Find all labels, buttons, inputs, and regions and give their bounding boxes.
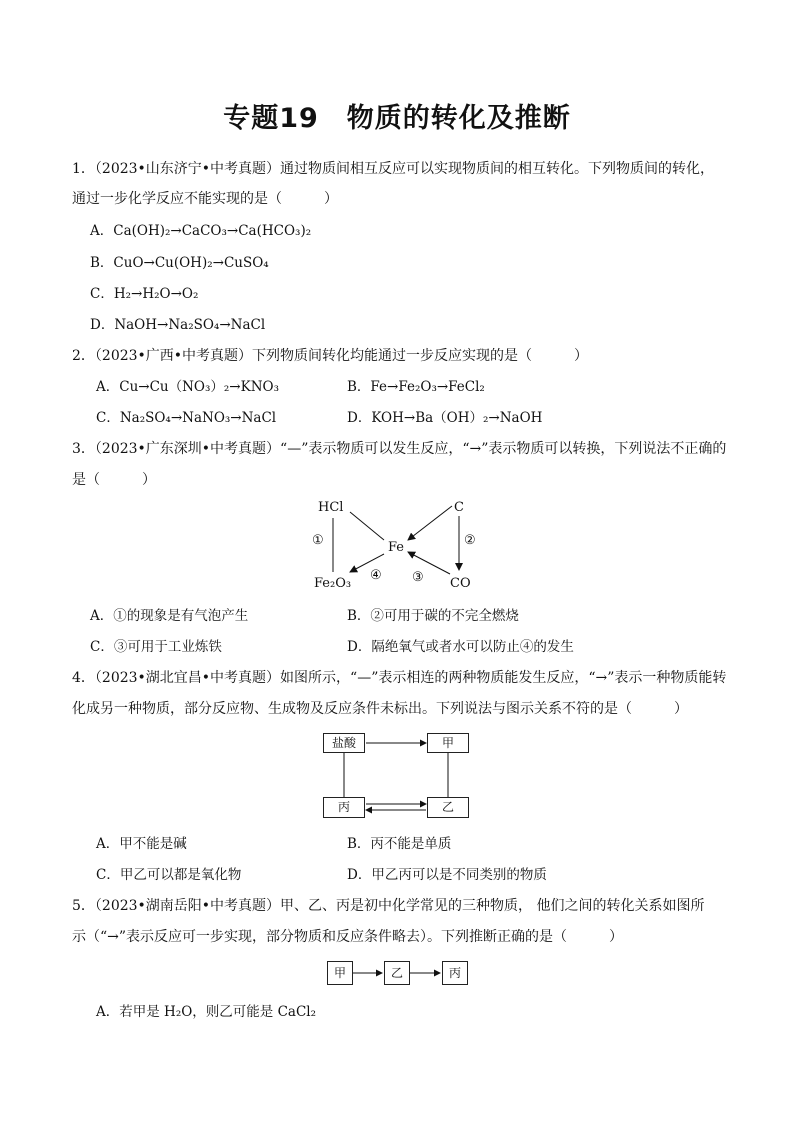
box-yi: 乙 [384, 961, 410, 985]
q5-diagram [326, 959, 470, 987]
q4-option-d[interactable]: D．甲乙丙可以是不同类别的物质 [347, 867, 547, 883]
q4-option-b[interactable]: B．丙不能是单质 [347, 836, 452, 852]
node-hcl: HCl [318, 500, 344, 515]
line-hcl-fe [350, 512, 384, 540]
q2-stem: 2．（2023•广西•中考真题）下列物质间转化均能通过一步反应实现的是（ ） [72, 348, 589, 364]
label-1: ① [312, 533, 324, 548]
box-yi: 乙 [427, 797, 469, 818]
q5-stem: 5．（2023•湖南岳阳•中考真题）甲、乙、丙是初中化学常见的三种物质， 他们之间的转化关系如图所 [72, 898, 705, 914]
q1-stem-cont: 通过一步化学反应不能实现的是（ ） [72, 191, 338, 207]
q3-option-d[interactable]: D．隔绝氧气或者水可以防止④的发生 [347, 639, 574, 655]
q3-stem-cont: 是（ ） [72, 472, 156, 488]
node-fe2o3: Fe₂O₃ [314, 576, 352, 591]
label-4: ④ [370, 568, 382, 583]
q3-stem: 3．（2023•广东深圳•中考真题）“—”表示物质可以发生反应，“→”表示物质可以转换，下列说法不正确的 [72, 441, 727, 457]
q1-stem: 1．（2023•山东济宁•中考真题）通过物质间相互反应可以实现物质间的相互转化。下列物质间的转化， [72, 161, 715, 177]
label-3: ③ [412, 570, 424, 585]
q3-option-a[interactable]: A．①的现象是有气泡产生 [90, 608, 249, 624]
box-bing: 丙 [323, 797, 365, 818]
q5-stem-cont: 示（“→”表示反应可一步实现，部分物质和反应条件略去）。下列推断正确的是（ ） [72, 929, 624, 945]
q5-option-a[interactable]: A．若甲是 H₂O，则乙可能是 CaCl₂ [96, 1004, 317, 1020]
box-jia: 甲 [327, 961, 353, 985]
q4-stem-cont: 化成另一种物质，部分反应物、生成物及反应条件未标出。下列说法与图示关系不符的是（ ） [72, 701, 688, 717]
q2-option-a[interactable]: A．Cu→Cu（NO₃）₂→KNO₃ [96, 379, 280, 395]
q2-option-b[interactable]: B．Fe→Fe₂O₃→FeCl₂ [347, 379, 485, 395]
q3-option-c[interactable]: C．③可用于工业炼铁 [90, 639, 222, 655]
q4-diagram [320, 731, 472, 821]
iron-reaction-diagram [300, 494, 500, 600]
label-2: ② [464, 533, 476, 548]
arrow-c-fe [408, 506, 452, 540]
box-jia: 甲 [427, 733, 469, 753]
q4-stem: 4．（2023•湖北宜昌•中考真题）如图所示，“—”表示相连的两种物质能发生反应，“→”表示一种物质能转 [72, 670, 727, 686]
node-c: C [454, 500, 464, 515]
q2-option-c[interactable]: C．Na₂SO₄→NaNO₃→NaCl [96, 410, 277, 426]
q1-option-a[interactable]: A．Ca(OH)₂→CaCO₃→Ca(HCO₃)₂ [90, 223, 312, 239]
q4-option-c[interactable]: C．甲乙可以都是氧化物 [96, 867, 242, 883]
q1-option-c[interactable]: C．H₂→H₂O→O₂ [90, 286, 199, 302]
box-bing: 丙 [442, 961, 468, 985]
q1-option-b[interactable]: B．CuO→Cu(OH)₂→CuSO₄ [90, 255, 269, 271]
node-co: CO [450, 576, 471, 591]
q4-option-a[interactable]: A．甲不能是碱 [96, 836, 187, 852]
node-fe: Fe [388, 540, 405, 555]
page-title: 专题19 物质的转化及推断 [223, 103, 571, 134]
q2-option-d[interactable]: D．KOH→Ba（OH）₂→NaOH [347, 410, 543, 426]
box-hcl: 盐酸 [323, 733, 365, 753]
q1-option-d[interactable]: D．NaOH→Na₂SO₄→NaCl [90, 317, 266, 333]
q3-option-b[interactable]: B．②可用于碳的不完全燃烧 [347, 608, 519, 624]
